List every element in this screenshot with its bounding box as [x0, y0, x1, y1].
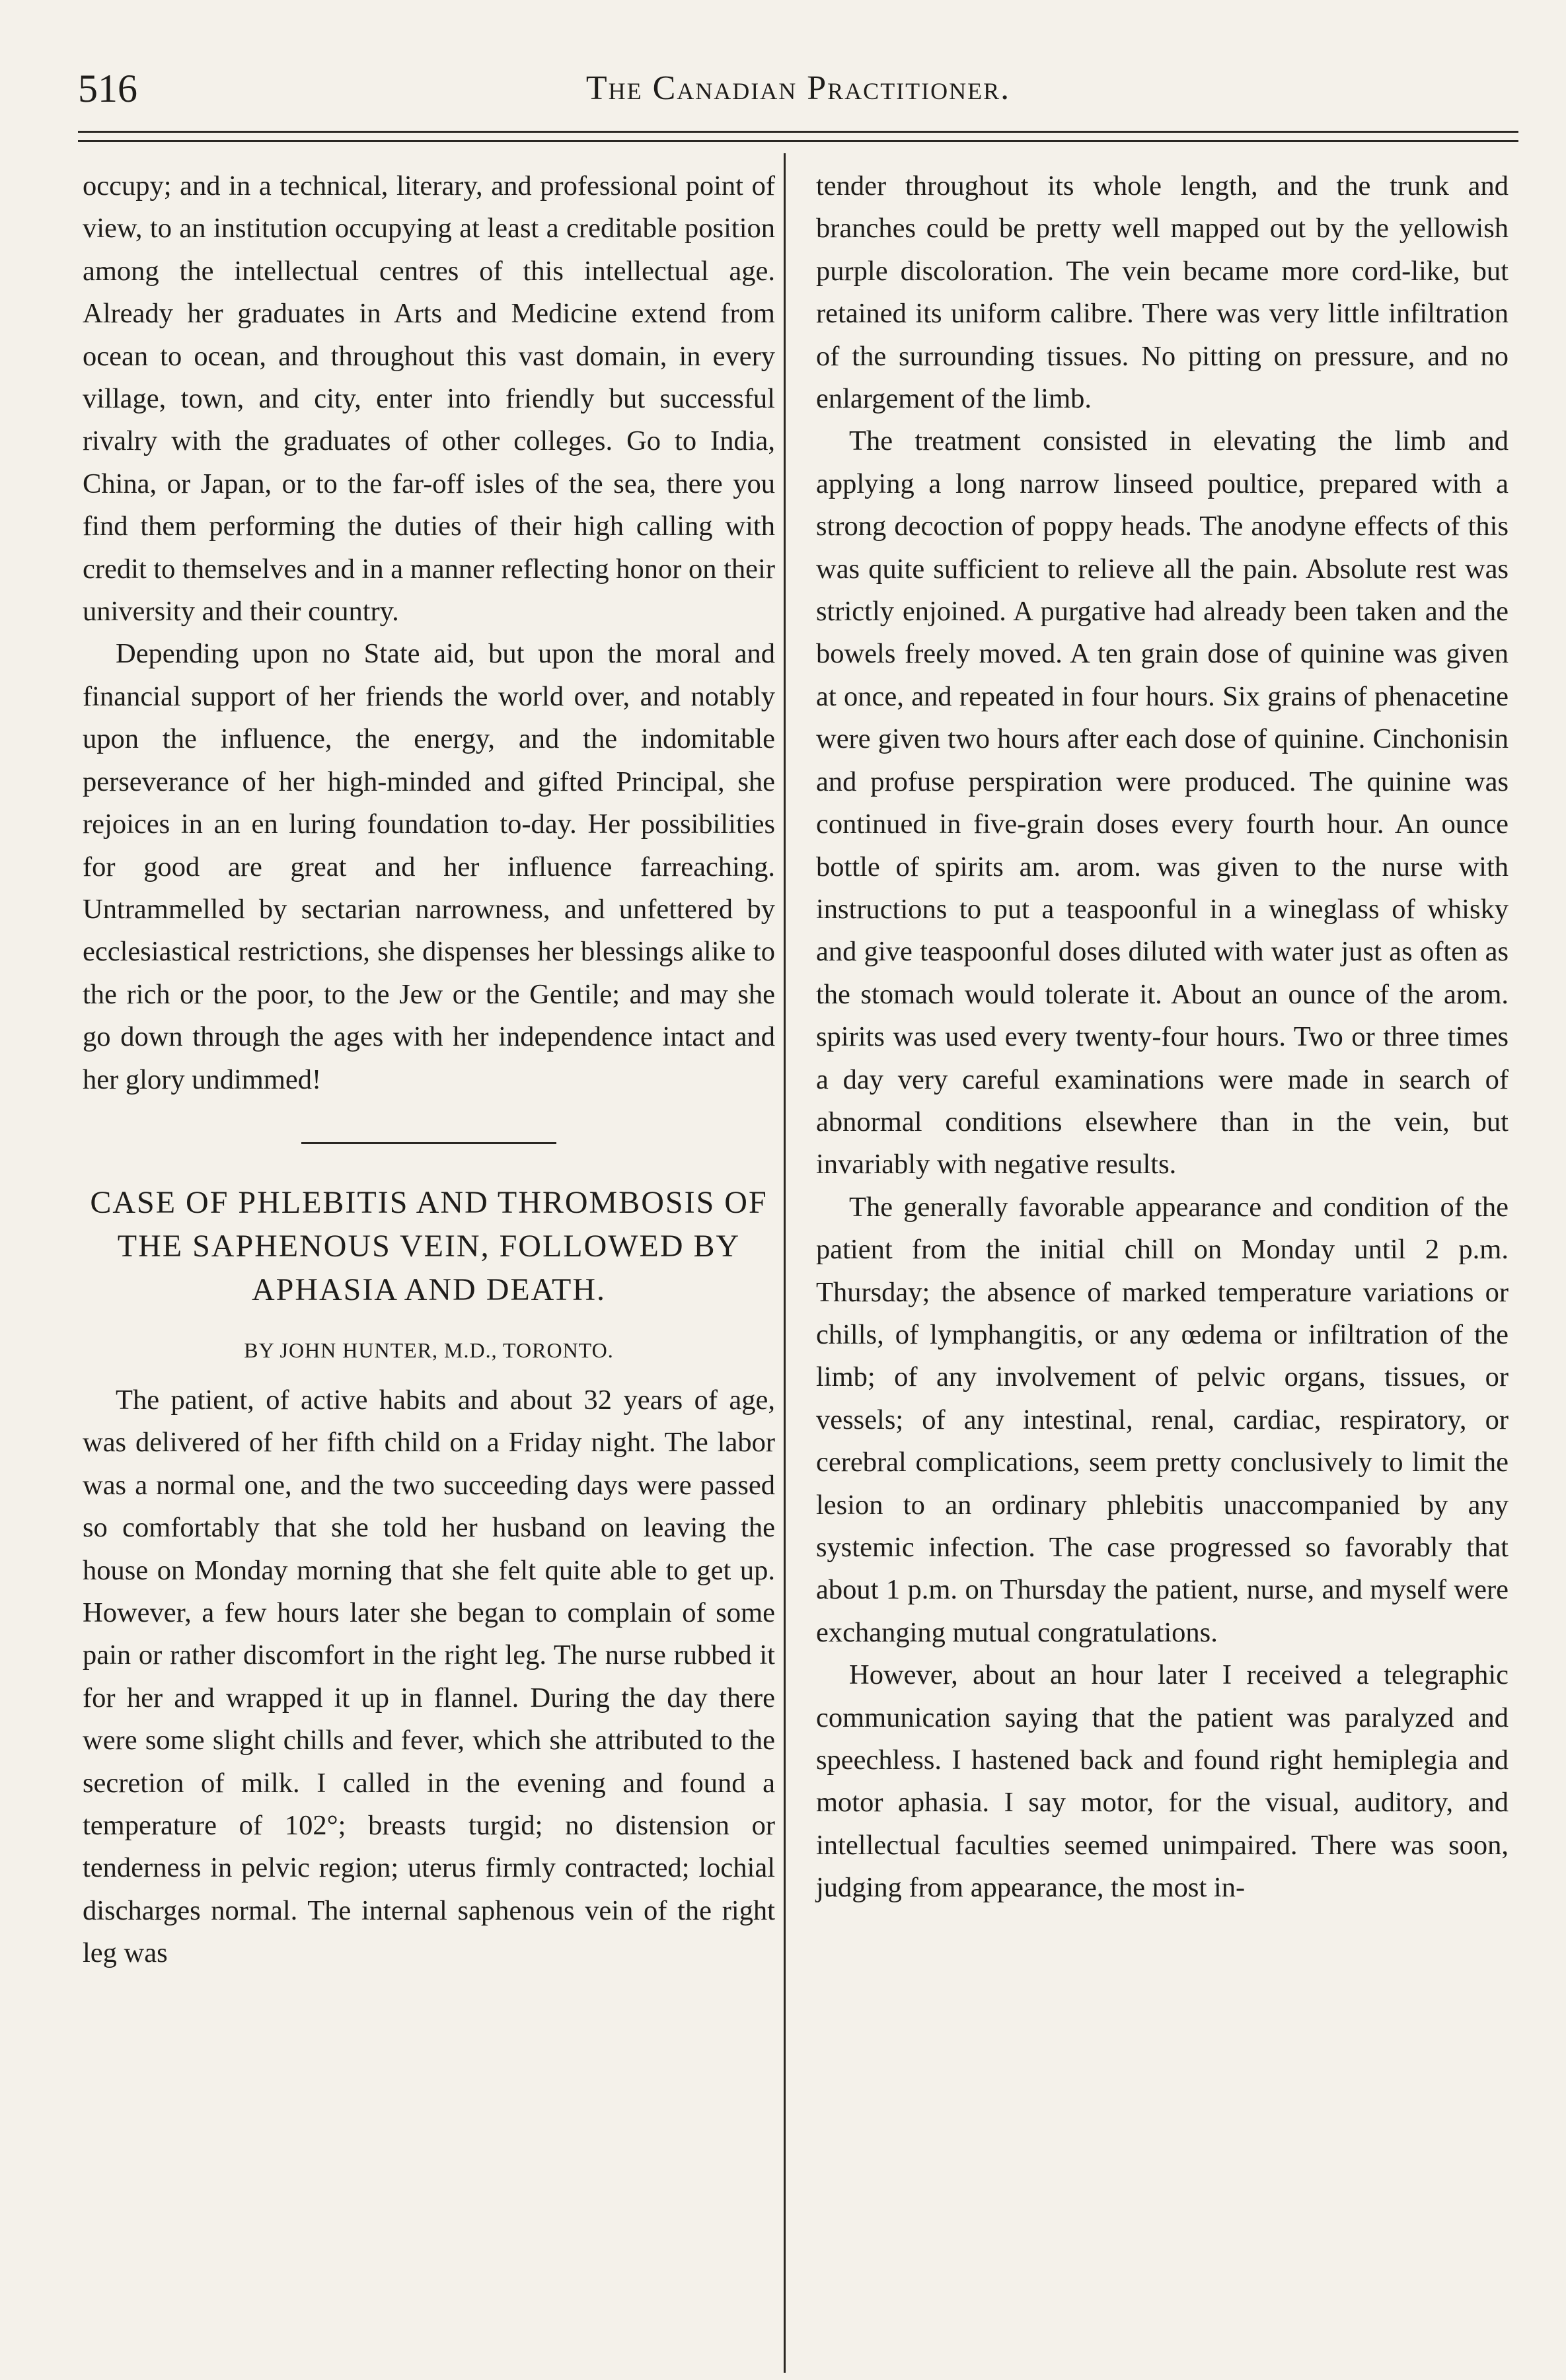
- page-header: [78, 66, 1518, 119]
- paragraph: The generally favorable appearance and condition of the patient from the initial chill on Monday until 2 p.m. Thursday; the absence of marked temperature variations or chills, of lymphangitis, or any œdema or infiltration of the limb; of any involvement of pelvic organs, tissues, or vessels; of any intestinal, renal, cardiac, respiratory, or cerebral complications, seem pretty conclusively to limit the lesion to an ordinary phlebitis unaccompanied by any systemic infection. The case progressed so favorably that about 1 p.m. on Thursday the patient, nurse, and myself were exchanging mutual congratulations.: [816, 1191, 1509, 1648]
- paragraph: occupy; and in a technical, literary, and professional point of view, to an institution occupying at least a creditable position among the intellectual centres of this intellectual age. Already her graduates in Arts and Medicine extend from ocean to ocean, and throughout this vast domain, in every village, town, and city, enter into friendly but successful rivalry with the graduates of other colleges. Go to India, China, or Japan, or to the far-off isles of the sea, there you find them performing the duties of their high calling with credit to themselves and in a manner reflecting honor on their university and their country.: [83, 170, 775, 628]
- header-rule-lower: [78, 140, 1518, 142]
- left-column: [83, 165, 775, 1975]
- paragraph: The patient, of active habits and about 32 years of age, was delivered of her fifth child on a Friday night. The labor was a normal one, and the two succeeding days were passed so comfortably that she told her husband on leaving the house on Monday morning that she felt quite able to get up. However, a few hours later she began to complain of some pain or rather discomfort in the right leg. The nurse rubbed it for her and wrapped it up in flannel. During the day there were some slight chills and fever, which she attributed to the secretion of milk. I called in the evening and found a temperature of 102°; breasts turgid; no distension or tenderness in pelvic region; uterus firmly contracted; lochial discharges normal. The internal saphenous vein of the right leg was: [83, 1384, 775, 1969]
- article-byline: BY JOHN HUNTER, M.D., TORONTO.: [244, 1338, 614, 1362]
- section-separator: [301, 1142, 556, 1144]
- paragraph: Depending upon no State aid, but upon the moral and financial support of her friends the world over, and notably upon the influence, the energy, and the indomitable perseverance of her high-minded and gifted Principal, she rejoices in an en luring foundation to-day. Her possibilities for good are great and her influence farreaching. Untrammelled by sectarian narrowness, and unfettered by ecclesiastical restrictions, she dispenses her blessings alike to the rich or the poor, to the Jew or the Gentile; and may she go down through the ages with her independence intact and her glory undimmed!: [83, 638, 775, 1095]
- paragraph: The treatment consisted in elevating the limb and applying a long narrow linseed poultice, prepared with a strong decoction of poppy heads. The anodyne effects of this was quite sufficient to relieve all the pain. Absolute rest was strictly enjoined. A purgative had already been taken and the bowels freely moved. A ten grain dose of quinine was given at once, and repeated in four hours. Six grains of phenacetine were given two hours after each dose of quinine. Cinchonisin and profuse perspiration were produced. The quinine was continued in five-grain doses every fourth hour. An ounce bottle of spirits am. arom. was given to the nurse with instructions to put a teaspoonful in a wineglass of whisky and give teaspoonful doses diluted with water just as often as the stomach would tolerate it. About an ounce of the arom. spirits was used every twenty-four hours. Two or three times a day very careful examinations were made in search of abnormal conditions elsewhere than in the vein, but invariably with negative results.: [816, 425, 1509, 1180]
- paragraph: However, about an hour later I received a telegraphic communication saying that the patient was paralyzed and speechless. I hastened back and found right hemiplegia and motor aphasia. I say motor, for the visual, auditory, and intellectual faculties seemed unimpaired. There was soon, judging from appearance, the most in-: [816, 1659, 1509, 1904]
- header-rule-upper: [78, 131, 1518, 133]
- article-title: CASE OF PHLEBITIS AND THROMBOSIS OF THE SAPHENOUS VEIN, FOLLOWED BY APHASIA AND DEATH.: [90, 1184, 768, 1307]
- column-divider: [784, 153, 786, 2373]
- right-column: [816, 165, 1509, 1910]
- paragraph: tender throughout its whole length, and the trunk and branches could be pretty well mapped out by the yellowish purple discoloration. The vein became more cord-like, but retained its uniform calibre. There was very little infiltration of the surrounding tissues. No pitting on pressure, and no enlargement of the limb.: [816, 170, 1509, 415]
- running-head: The Canadian Practitioner.: [585, 69, 1011, 107]
- page-number: 516: [78, 67, 137, 110]
